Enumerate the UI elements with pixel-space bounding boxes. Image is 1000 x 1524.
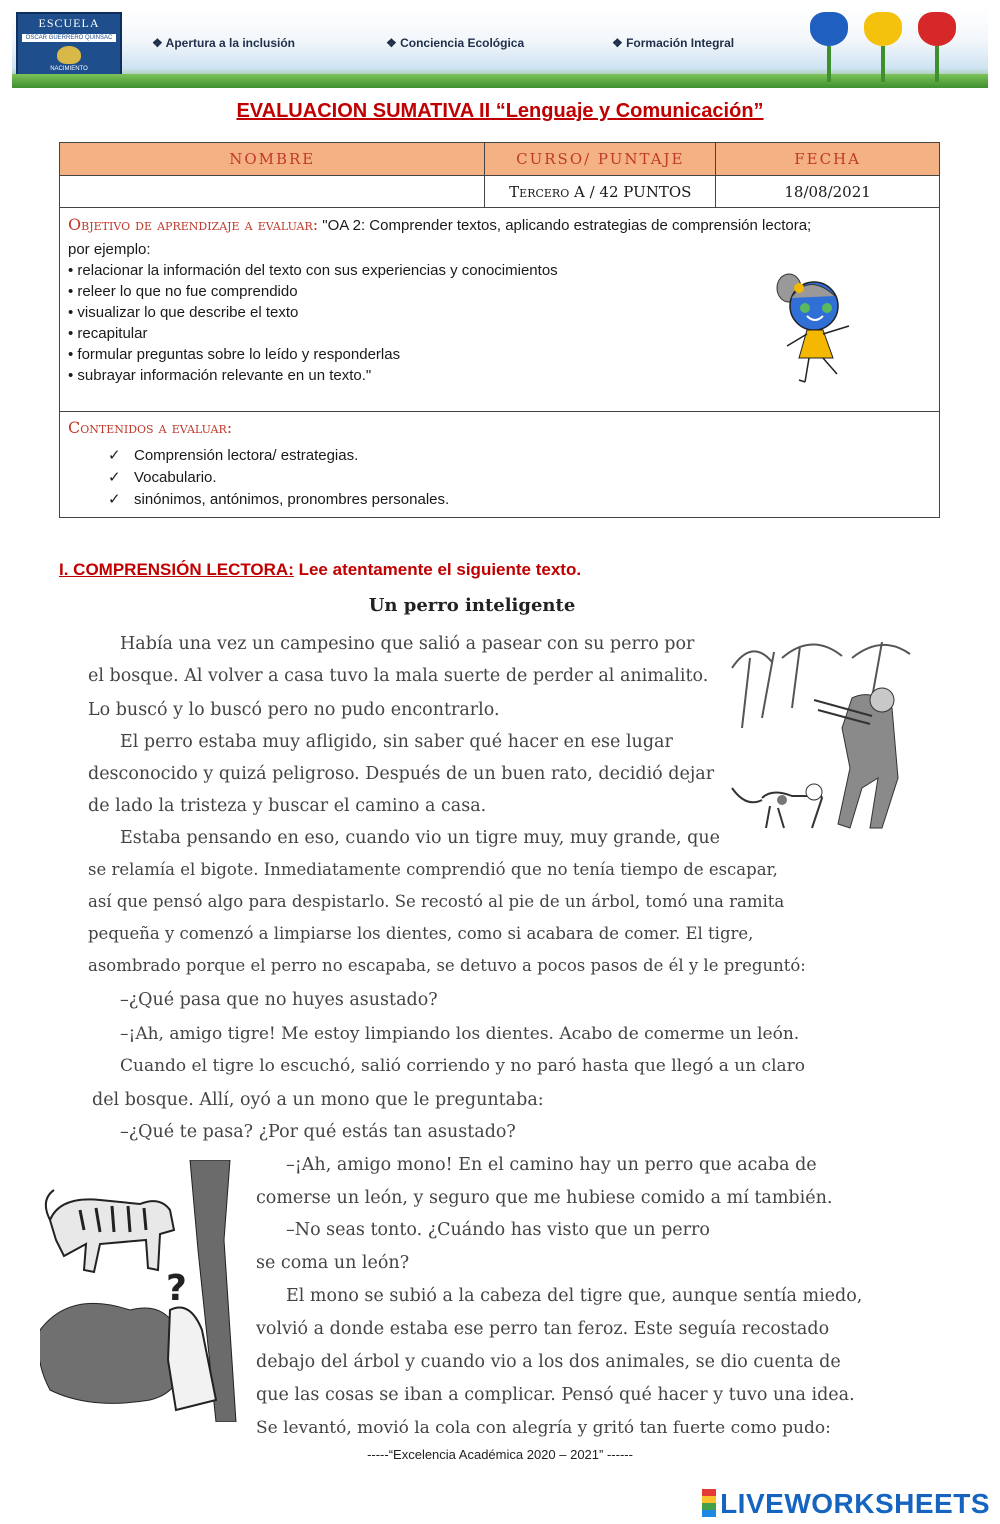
story-line: desconocido y quizá peligroso. Después de un buen rato, decidió dejar [88,764,715,784]
story-line: que las cosas se iban a complicar. Pensó qué hacer y tuvo una idea. [256,1385,855,1405]
header-fecha: FECHA [716,143,940,176]
info-table [59,142,940,518]
story-line: debajo del árbol y cuando vio a los dos animales, se dio cuenta de [256,1352,841,1372]
logo-emblem-icon [57,46,81,64]
motto-inclusion: ❖ Apertura a la inclusión [152,36,296,50]
objective-bullet: • releer lo que no fue comprendido [68,283,298,300]
contents-list [108,445,931,511]
flower-blue-icon [810,12,848,82]
story-line: el bosque. Al volver a casa tuvo la mala suerte de perder al animalito. [88,666,709,686]
header-nombre: NOMBRE [60,143,485,176]
objective-bullet: • recapitular [68,325,148,342]
liveworksheets-logo[interactable]: LIVEWORKSHEETS [702,1488,990,1520]
story-line: volvió a donde estaba ese perro tan feroz. Este seguía recostado [256,1319,830,1339]
section-heading [59,560,581,580]
story-line: del bosque. Allí, oyó a un mono que le preguntaba: [92,1090,544,1110]
story-title: Un perro inteligente [368,595,576,616]
story-line: pequeña y comenzó a limpiarse los dientes, como si acabara de comer. El tigre, [88,924,754,943]
objective-bullet: • relacionar la información del texto con sus experiencias y conocimientos [68,262,558,279]
objective-bullet: • visualizar lo que describe el texto [68,304,299,321]
story-line: –¡Ah, amigo mono! En el camino hay un perro que acaba de [286,1155,817,1175]
story-line: de lado la tristeza y buscar el camino a casa. [88,796,487,816]
story-line: se relamía el bigote. Inmediatamente comprendió que no tenía tiempo de escapar, [88,860,778,879]
liveworksheets-mark-icon [702,1489,716,1517]
girl-illustration [769,266,859,386]
story-line: así que pensó algo para despistarlo. Se recostó al pie de un árbol, tomó una ramita [88,892,785,911]
list-item: ✓ Vocabulario. [108,467,931,489]
objective-cell [60,208,940,412]
story-line: Se levantó, movió la cola con alegría y gritó tan fuerte como pudo: [256,1418,831,1438]
section-instruction: Lee atentamente el siguiente texto. [293,560,582,579]
contents-cell [60,412,940,518]
objective-bullet: • subrayar información relevante en un texto." [68,367,372,384]
footer-motto: -----“Excelencia Académica 2020 – 2021” ------ [367,1447,633,1462]
fecha-value: 18/08/2021 [716,176,940,208]
story-line: se coma un león? [256,1253,410,1273]
story-line: –¿Qué te pasa? ¿Por qué estás tan asustado? [120,1122,516,1142]
page-title: EVALUACION SUMATIVA II “Lenguaje y Comunicación” [236,100,764,122]
story-line: comerse un león, y seguro que me hubiese comido a mí también. [256,1188,833,1208]
logo-city: NACIMIENTO [50,66,88,72]
story-line: Estaba pensando en eso, cuando vio un tigre muy, muy grande, que [120,828,720,848]
story-line: El mono se subió a la cabeza del tigre que, aunque sentía miedo, [286,1286,863,1306]
tiger-dog-illustration [40,1160,240,1422]
list-item: ✓ Comprensión lectora/ estrategias. [108,445,931,467]
header-banner [12,8,988,88]
objective-label: Objetivo de aprendizaje a evaluar: [68,215,319,234]
check-icon: ✓ [108,469,121,486]
check-icon: ✓ [108,447,121,464]
objective-intro: "OA 2: Comprender textos, aplicando estrategias de comprensión lectora; [322,217,812,234]
header-curso-puntaje: CURSO/ PUNTAJE [485,143,716,176]
svg-text:?: ? [166,1268,187,1309]
story-line: Cuando el tigre lo escuchó, salió corriendo y no paró hasta que llegó a un claro [120,1056,805,1076]
section-number: I. COMPRENSIÓN LECTORA: [59,560,294,579]
story-line: Había una vez un campesino que salió a pasear con su perro por [120,634,695,654]
curso-puntaje-value: Tercero A / 42 PUNTOS [485,176,716,208]
story-line: –No seas tonto. ¿Cuándo has visto que un perro [286,1220,710,1240]
contents-label: Contenidos a evaluar: [68,418,233,437]
story-line: Lo buscó y lo buscó pero no pudo encontrarlo. [88,700,500,720]
logo-school-name: OSCAR GUERRERO QUINSAC [22,34,116,42]
motto-ecologica: ❖ Conciencia Ecológica [386,36,525,50]
story-line: –¡Ah, amigo tigre! Me estoy limpiando los dientes. Acabo de comerme un león. [120,1024,800,1044]
story-line: asombrado porque el perro no escapaba, se detuvo a pocos pasos de él y le preguntó: [88,956,806,975]
check-icon: ✓ [108,491,121,508]
motto-formacion: ❖ Formación Integral [612,36,735,50]
nombre-field[interactable] [60,176,485,208]
school-logo [16,12,122,78]
story-line: –¿Qué pasa que no huyes asustado? [120,990,438,1010]
flower-yellow-icon [864,12,902,82]
logo-school-label: ESCUELA [38,16,100,30]
farmer-dog-illustration [722,638,914,838]
list-item: ✓ sinónimos, antónimos, pronombres personales. [108,489,931,511]
story-line: El perro estaba muy afligido, sin saber qué hacer en ese lugar [120,732,673,752]
flower-red-icon [918,12,956,82]
objective-bullet: • formular preguntas sobre lo leído y responderlas [68,346,401,363]
objective-example: por ejemplo: [68,241,151,258]
